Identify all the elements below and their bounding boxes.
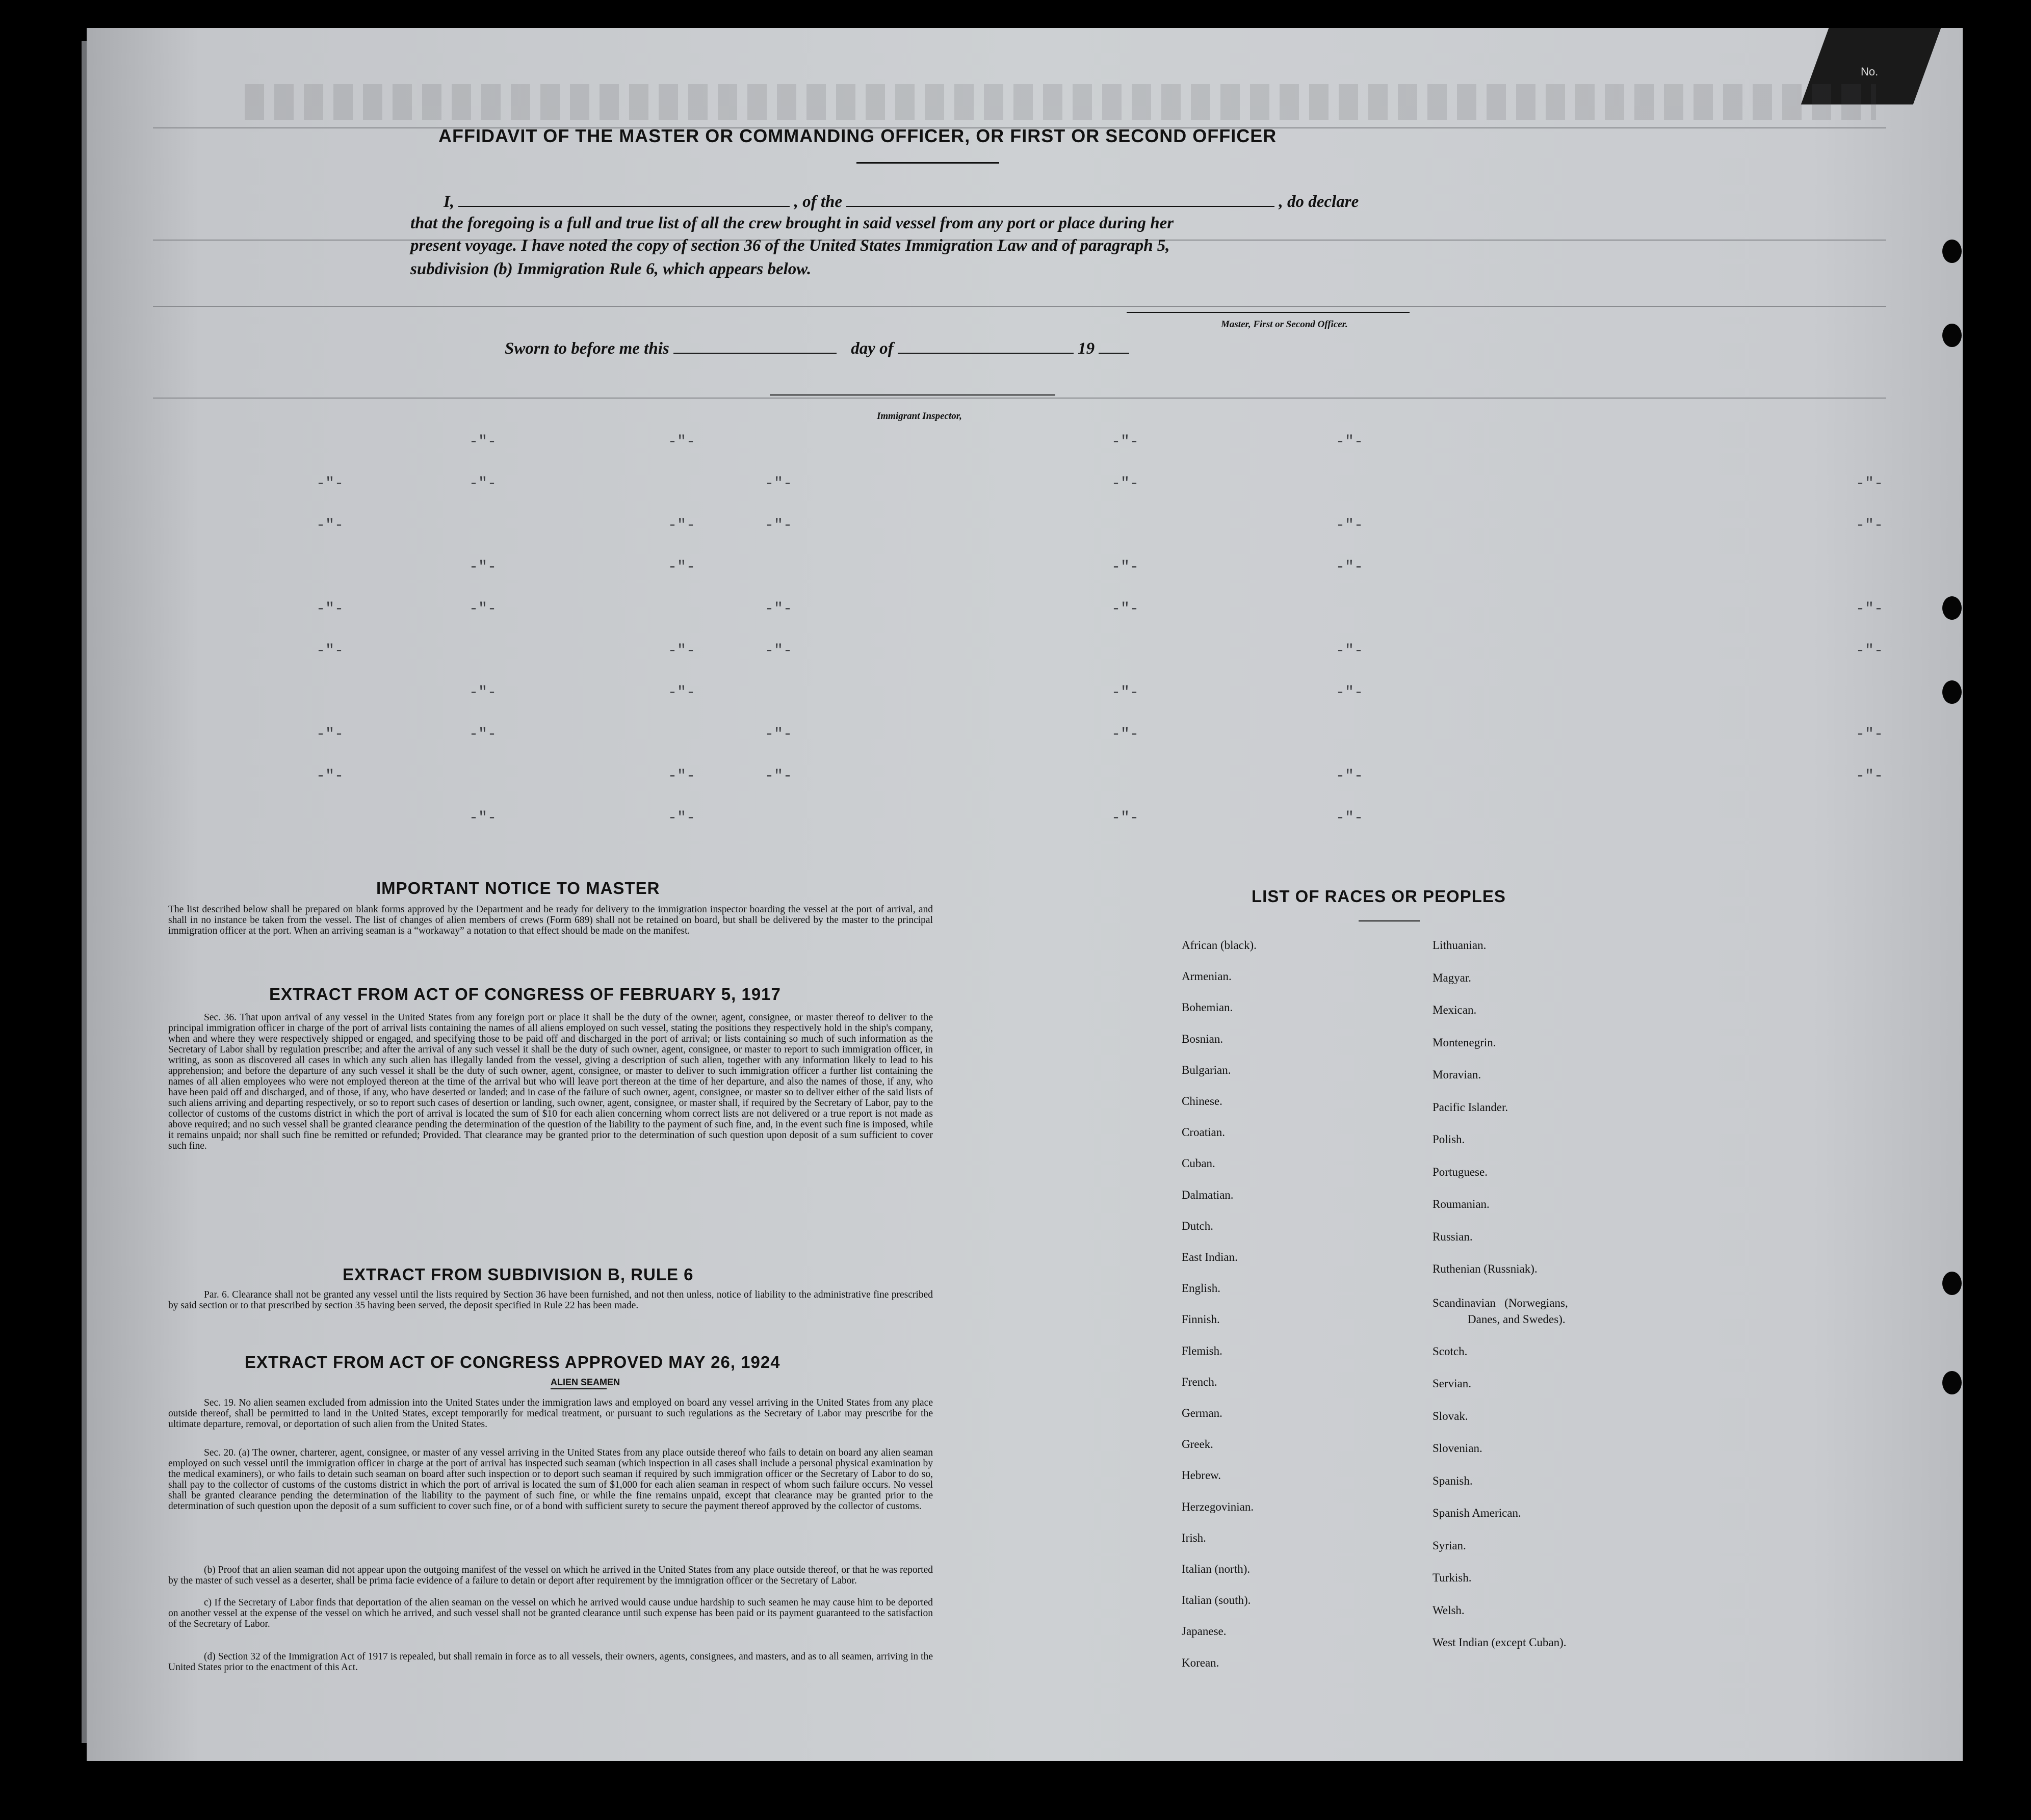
race-list-item: Moravian. bbox=[1433, 1068, 1481, 1081]
corner-number-label: No. bbox=[1861, 65, 1879, 78]
affidavit-line-2: that the foregoing is a full and true list of all the crew brought in said vessel from any port or place during her bbox=[410, 214, 1174, 232]
ditto-mark: -"- bbox=[1111, 726, 1139, 743]
affidavit-title: AFFIDAVIT OF THE MASTER OR COMMANDING OFFICER, OR FIRST OR SECOND OFFICER bbox=[438, 125, 1277, 146]
race-list-item: Montenegrin. bbox=[1433, 1036, 1496, 1049]
day-of-label: day of bbox=[851, 339, 894, 358]
race-list-item: Greek. bbox=[1182, 1438, 1213, 1451]
race-list-item: Slovak. bbox=[1433, 1409, 1468, 1422]
race-list-item: Hebrew. bbox=[1182, 1469, 1221, 1482]
race-list-item: Italian (north). bbox=[1182, 1563, 1251, 1575]
extract-1917-title: EXTRACT FROM ACT OF CONGRESS OF FEBRUARY 5, 1917 bbox=[269, 985, 781, 1004]
inspector-signature-label: Immigrant Inspector, bbox=[877, 411, 962, 421]
race-list-item: Russian. bbox=[1433, 1230, 1473, 1243]
ditto-mark: -"- bbox=[668, 517, 696, 534]
sworn-day-blank[interactable] bbox=[673, 339, 837, 354]
ditto-mark: -"- bbox=[316, 642, 344, 660]
ditto-mark: -"- bbox=[1111, 809, 1139, 827]
bleed-through-line bbox=[153, 398, 1886, 399]
race-list-item: East Indian. bbox=[1182, 1251, 1238, 1263]
race-list-item: Japanese. bbox=[1182, 1625, 1227, 1638]
ditto-mark: -"- bbox=[1856, 642, 1884, 660]
bleed-through-line bbox=[153, 306, 1886, 307]
race-list-item: Dalmatian. bbox=[1182, 1188, 1234, 1201]
race-list-item: Magyar. bbox=[1433, 971, 1472, 984]
ditto-mark: -"- bbox=[1111, 684, 1139, 701]
inspector-signature-line[interactable] bbox=[770, 394, 1055, 395]
ditto-mark: -"- bbox=[668, 559, 696, 576]
alien-seamen-subtitle: ALIEN SEAMEN bbox=[551, 1377, 620, 1387]
ditto-mark: -"- bbox=[1856, 726, 1884, 743]
ditto-mark: -"- bbox=[1856, 475, 1884, 492]
race-list-item: Spanish. bbox=[1433, 1474, 1473, 1487]
affidavit-declare-label: , do declare bbox=[1279, 193, 1359, 211]
extract-1917-text: Sec. 36. That upon arrival of any vessel in the United States from any foreign port or place it shall be the duty of the owner, agent, consignee, or master thereof to deliver to the principal immigration officer in charge of the port of arrival lists containing the names of all aliens employed on such vessel, stating the positions they respectively hold in the ship's company, when and where they were respectively shipped or engaged, and specifying those to be paid off and discharged in the port of arrival; or lists containing so much of such information as the Secretary of Labor shall by regulation prescribe; and after the arrival of any such vessel it shall be the duty of such owner, agent, consignee, or master to report to such immigration officer, in writing, as soon as discovered all cases in which any such alien has illegally landed from the vessel, giving a description of such alien, together with any information likely to lead to his apprehension; and before the departure of any such vessel it shall be the duty of such owner, agent, consignee, or master to deliver to such immigration officer a further list containing the names of all alien employees who were not employed thereon at the time of the arrival but who will leave port thereon at the time of her departure, and also the names of those, if any, who have been paid off and discharged, and of those, if any, who have deserted or landed; and in case of the failure of such owner, agent, consignee, or master so to deliver either of the said lists of such aliens arriving and departing respectively, or so to report such cases of desertion or landing, such owner, agent, consignee, or master shall, if required by the Secretary of Labor, pay to the collector of customs of the customs district in which the port of arrival is located the sum of $10 for each alien concerning whom correct lists are not delivered or a true report is not made as above required; and no such vessel shall be granted clearance pending the determination of the question of the liability to the payment of such fine, and, in the event such fine is imposed, while it remains unpaid; nor shall such fine be remitted or refunded; Provided. That clearance may be granted prior to the determination of such question upon deposit of a sum sufficient to cover such fine. bbox=[168, 1012, 933, 1151]
ditto-mark: -"- bbox=[469, 559, 497, 576]
name-blank[interactable] bbox=[458, 193, 790, 207]
sec-19-text: Sec. 19. No alien seamen excluded from admission into the United States under the immigration laws and employed on board any vessel arriving in the United States from any place outside thereof, shall be permitted to land in the United States, except temporarily for medical treatment, or pursuant to such regulations as the Secretary of Labor may prescribe for the ultimate departure, removal, or deportation of such alien from the United States. bbox=[168, 1397, 933, 1430]
race-list-item: Bulgarian. bbox=[1182, 1063, 1231, 1076]
affidavit-of-the-label: , of the bbox=[794, 193, 843, 211]
vessel-blank[interactable] bbox=[846, 193, 1274, 207]
sec-20c-text: c) If the Secretary of Labor finds that deportation of the alien seaman on the vessel on which he arrived would cause undue hardship to such seamen he may cause him to be deported on another vessel at the expense of the vessel on which he arrived, and such vessel shall not be granted clearance until such expense has been paid or its payment guaranteed to the satisfaction of the Secretary of Labor. bbox=[168, 1597, 933, 1629]
race-list-item: Cuban. bbox=[1182, 1157, 1215, 1170]
affidavit-i-label: I, bbox=[444, 193, 455, 211]
race-list-item: Syrian. bbox=[1433, 1539, 1466, 1552]
affidavit-line-3: present voyage. I have noted the copy of section 36 of the United States Immigration Law and of paragraph 5, bbox=[410, 236, 1170, 255]
affidavit-title-rule bbox=[856, 162, 999, 164]
ditto-mark: -"- bbox=[1111, 559, 1139, 576]
race-list-item: Ruthenian (Russniak). bbox=[1433, 1262, 1538, 1275]
sec-20b-text: (b) Proof that an alien seaman did not appear upon the outgoing manifest of the vessel on which he arrived in the United States from any place outside thereof, or that he was reported by the master of such vessel as a deserter, shall be prima facie evidence of a failure to detain or deport after requirement by the immigration officer or the Secretary of Labor. bbox=[168, 1565, 933, 1586]
ditto-mark: -"- bbox=[765, 726, 793, 743]
ditto-mark: -"- bbox=[1111, 433, 1139, 451]
race-list-item: Roumanian. bbox=[1433, 1198, 1490, 1210]
race-list-item: Polish. bbox=[1433, 1133, 1465, 1146]
ditto-mark: -"- bbox=[316, 475, 344, 492]
punch-hole bbox=[1942, 240, 1962, 263]
ditto-mark: -"- bbox=[765, 768, 793, 785]
race-list-item: Spanish American. bbox=[1433, 1507, 1521, 1519]
sworn-month-blank[interactable] bbox=[898, 339, 1074, 354]
sworn-year-blank[interactable] bbox=[1099, 339, 1129, 354]
races-title: LIST OF RACES OR PEOPLES bbox=[1252, 887, 1506, 906]
race-list-item: Armenian. bbox=[1182, 970, 1232, 983]
ditto-mark: -"- bbox=[765, 475, 793, 492]
race-list-item: Slovenian. bbox=[1433, 1442, 1482, 1455]
ditto-mark: -"- bbox=[469, 475, 497, 492]
sec-20a-text: Sec. 20. (a) The owner, charterer, agent, consignee, or master of any vessel arriving in the United States from any place outside thereof who fails to detain on board any alien seaman employed on such vessel until the immigration officer in charge at the port of arrival has inspected such seaman (which inspection in all cases shall include a personal physical examination by the medical examiners), or who fails to detain such seaman on board after such inspection or to deport such seaman if required by such immigration officer or the Secretary of Labor to do so, shall pay to the collector of customs of the customs district in which the port of arrival is located the sum of $1,000 for each alien seaman in respect of whom such failure occurs. No vessel shall be granted clearance pending the determination of the liability to the payment of such fine, or while the fine remains unpaid, except that clearance may be granted prior to the determination of such question upon the deposit of a sum sufficient to cover such fine, or of a bond with sufficient surety to secure the payment thereof approved by the collector of customs. bbox=[168, 1447, 933, 1512]
ditto-mark: -"- bbox=[1336, 809, 1364, 827]
punch-hole bbox=[1942, 596, 1962, 620]
ditto-mark: -"- bbox=[1336, 517, 1364, 534]
ditto-mark: -"- bbox=[1336, 559, 1364, 576]
ditto-mark: -"- bbox=[1856, 768, 1884, 785]
punch-hole bbox=[1942, 680, 1962, 704]
ditto-mark: -"- bbox=[668, 684, 696, 701]
race-list-item: Mexican. bbox=[1433, 1004, 1477, 1016]
race-list-item: French. bbox=[1182, 1375, 1217, 1388]
ditto-mark: -"- bbox=[1336, 433, 1364, 451]
race-list-item: Scandinavian (Norwegians, Danes, and Swedes). bbox=[1433, 1296, 1568, 1326]
race-list-item: Turkish. bbox=[1433, 1571, 1472, 1584]
bleed-through-heading bbox=[245, 84, 1876, 120]
ditto-mark: -"- bbox=[1336, 684, 1364, 701]
ditto-mark: -"- bbox=[316, 768, 344, 785]
ditto-mark: -"- bbox=[469, 684, 497, 701]
race-list-item: Italian (south). bbox=[1182, 1594, 1251, 1607]
race-list-item: African (black). bbox=[1182, 939, 1257, 952]
punch-hole bbox=[1942, 324, 1962, 347]
ditto-mark: -"- bbox=[765, 642, 793, 660]
ditto-mark: -"- bbox=[765, 517, 793, 534]
ditto-mark: -"- bbox=[668, 768, 696, 785]
affidavit-line-4: subdivision (b) Immigration Rule 6, which appears below. bbox=[410, 260, 812, 278]
race-list-item: West Indian (except Cuban). bbox=[1433, 1636, 1567, 1649]
sworn-label: Sworn to before me this bbox=[505, 339, 669, 358]
ditto-mark: -"- bbox=[1336, 642, 1364, 660]
year-prefix: 19 bbox=[1078, 339, 1095, 358]
extract-1924-title: EXTRACT FROM ACT OF CONGRESS APPROVED MAY 26, 1924 bbox=[245, 1353, 780, 1371]
ditto-mark: -"- bbox=[1336, 768, 1364, 785]
race-list-item: Servian. bbox=[1433, 1377, 1472, 1390]
race-list-item: Croatian. bbox=[1182, 1126, 1225, 1139]
race-list-item: Irish. bbox=[1182, 1531, 1206, 1544]
race-list-item: Korean. bbox=[1182, 1656, 1219, 1669]
ditto-mark: -"- bbox=[469, 809, 497, 827]
master-signature-line[interactable] bbox=[1127, 312, 1410, 313]
race-list-item: Chinese. bbox=[1182, 1095, 1222, 1107]
affidavit-line-1 bbox=[444, 193, 1359, 212]
race-list-item: Bosnian. bbox=[1182, 1032, 1223, 1045]
ditto-mark: -"- bbox=[469, 433, 497, 451]
race-list-item: Portuguese. bbox=[1433, 1165, 1488, 1178]
alien-seamen-underline bbox=[551, 1388, 607, 1389]
race-list-item: Herzegovinian. bbox=[1182, 1500, 1254, 1513]
sworn-line bbox=[505, 339, 1129, 358]
punch-hole bbox=[1942, 1272, 1962, 1295]
ditto-mark: -"- bbox=[765, 600, 793, 618]
ditto-mark: -"- bbox=[316, 600, 344, 618]
race-list-item: Finnish. bbox=[1182, 1313, 1220, 1326]
ditto-mark: -"- bbox=[1111, 600, 1139, 618]
race-list-item: Dutch. bbox=[1182, 1219, 1213, 1232]
notice-text: The list described below shall be prepared on blank forms approved by the Department and be ready for delivery to the immigration inspector boarding the vessel at the port of arrival, and shall in no instance be taken from the vessel. The list of changes of alien members of crews (Form 689) shall not be retained on board, but shall be delivered by the master to the principal immigration officer at the port. When an arriving seaman is a “workaway” a notation to that effect should be made on the manifest. bbox=[168, 904, 933, 936]
ditto-mark: -"- bbox=[668, 642, 696, 660]
race-list-item: Bohemian. bbox=[1182, 1001, 1233, 1014]
race-list-item: Scotch. bbox=[1433, 1344, 1468, 1358]
race-list-item: Flemish. bbox=[1182, 1344, 1222, 1357]
sec-20d-text: (d) Section 32 of the Immigration Act of 1917 is repealed, but shall remain in force as to all vessels, their owners, agents, consignees, and masters, and as to all seamen, arriving in the United States prior to the enactment of this Act. bbox=[168, 1651, 933, 1673]
ditto-mark: -"- bbox=[1111, 475, 1139, 492]
race-list-item: Pacific Islander. bbox=[1433, 1100, 1508, 1114]
race-list-item: German. bbox=[1182, 1407, 1222, 1419]
ditto-mark: -"- bbox=[316, 517, 344, 534]
ditto-mark: -"- bbox=[469, 600, 497, 618]
ditto-mark: -"- bbox=[668, 433, 696, 451]
ditto-mark: -"- bbox=[316, 726, 344, 743]
race-list-item: Lithuanian. bbox=[1433, 939, 1487, 952]
ditto-mark: -"- bbox=[469, 726, 497, 743]
extract-rule6-title: EXTRACT FROM SUBDIVISION B, RULE 6 bbox=[343, 1265, 694, 1284]
ditto-mark: -"- bbox=[1856, 600, 1884, 618]
notice-title: IMPORTANT NOTICE TO MASTER bbox=[376, 879, 660, 898]
races-title-rule bbox=[1359, 920, 1420, 921]
race-list-item: Welsh. bbox=[1433, 1603, 1465, 1617]
race-list-item: English. bbox=[1182, 1282, 1221, 1295]
extract-rule6-text: Par. 6. Clearance shall not be granted any vessel until the lists required by Section 36 have been furnished, and not then unless, notice of liability to the administrative fine prescribed by said section or to that prescribed by section 35 having been served, the deposit specified in Rule 22 has been made. bbox=[168, 1289, 933, 1311]
ditto-mark: -"- bbox=[668, 809, 696, 827]
punch-hole bbox=[1942, 1371, 1962, 1394]
master-signature-label: Master, First or Second Officer. bbox=[1221, 319, 1348, 330]
ditto-mark: -"- bbox=[1856, 517, 1884, 534]
